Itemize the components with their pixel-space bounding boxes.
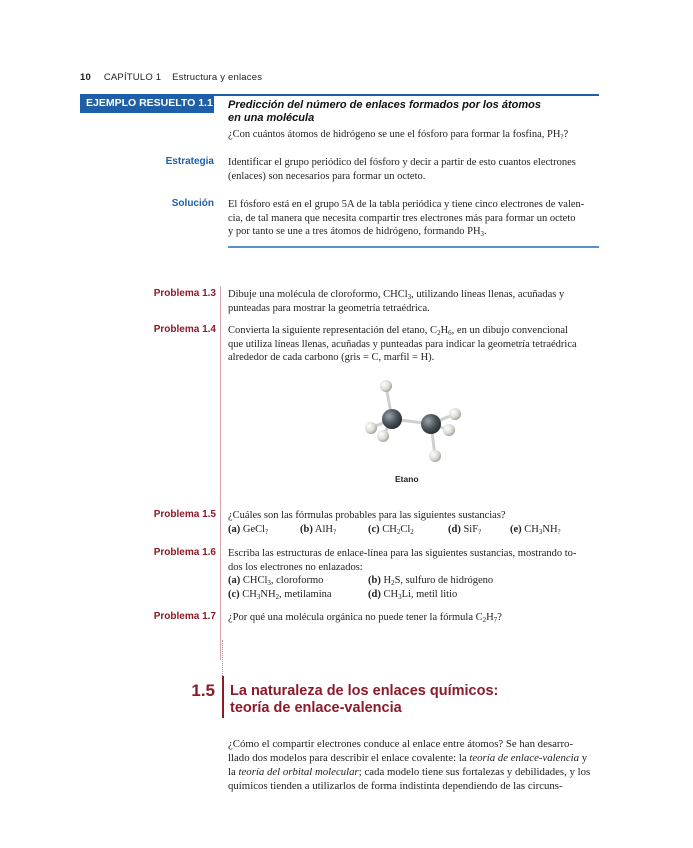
p15-item-e xyxy=(510,523,561,537)
item-sub: 3 xyxy=(256,592,261,601)
section-paragraph xyxy=(228,737,600,793)
item-sub: 2 xyxy=(396,527,401,536)
item-key: (e) xyxy=(510,523,522,535)
p13-line1a: Dibuje una molécula de cloroformo, CHCl xyxy=(228,289,408,300)
item-formula-b: Cl xyxy=(400,523,411,535)
item-formula: CH xyxy=(382,523,397,535)
item-sub: ? xyxy=(265,527,269,536)
item-sub: ? xyxy=(478,527,482,536)
p17-sub1: 2 xyxy=(482,616,487,624)
item-sub2: ? xyxy=(557,527,561,536)
p14-line1b: H xyxy=(440,325,449,336)
p14-line3: alrededor de cada carbono (gris = C, marfil = H). xyxy=(228,352,435,363)
item-text: S, sulfuro de hidrógeno xyxy=(394,575,494,586)
p16-item-a xyxy=(228,574,323,588)
para-line2b: y xyxy=(579,752,588,764)
p15-item-d xyxy=(448,523,481,537)
para-line3-italic: teoría del orbital molecular xyxy=(238,766,359,778)
chapter-title: Estructura y enlaces xyxy=(172,72,263,83)
question-end: ? xyxy=(563,129,569,140)
problems-vertical-rule xyxy=(220,286,221,660)
para-line2a: llado dos modelos para describir el enlace covalente: la xyxy=(228,752,470,764)
problem-1-6-label: Problema 1.6 xyxy=(153,547,216,558)
item-sub: 2 xyxy=(275,592,280,601)
item-sub: 3 xyxy=(398,592,402,601)
p16-item-d xyxy=(368,588,457,602)
strategy-label: Estrategia xyxy=(165,156,214,167)
p17-sub2: 7 xyxy=(493,616,498,624)
hydrogen-atom xyxy=(380,380,392,392)
solution-text xyxy=(228,198,600,239)
solution-line1: El fósforo está en el grupo 5A de la tabla periódica y tiene cinco electrones de valen- xyxy=(228,199,585,210)
running-header xyxy=(80,72,262,83)
section-title-line1: La naturaleza de los enlaces químicos: xyxy=(230,683,499,699)
hydrogen-atom xyxy=(365,422,377,434)
solution-line3-text: y por tanto se une a tres átomos de hidrógeno, formando PH xyxy=(228,226,481,237)
section-title-rule xyxy=(222,676,224,718)
p17-text: ¿Por qué una molécula orgánica no puede tener la fórmula C xyxy=(228,612,483,623)
item-key: (d) xyxy=(368,588,381,600)
problem-1-3-label: Problema 1.3 xyxy=(153,288,216,299)
p16-line1: Escriba las estructuras de enlace-línea para las siguientes sustancias, mostrando to- xyxy=(228,548,577,559)
problem-1-7-label: Problema 1.7 xyxy=(153,611,216,622)
hydrogen-atom xyxy=(449,408,461,420)
item-sub: 3 xyxy=(538,527,543,536)
item-text: , cloroformo xyxy=(270,575,324,586)
para-line4: químicos tienden a utilizarlos de forma indistinta dependiendo de las circuns- xyxy=(228,780,563,792)
problem-1-6-text xyxy=(228,547,600,601)
item-key: (c) xyxy=(368,523,380,535)
item-sub: 3 xyxy=(267,579,271,587)
p15-items xyxy=(228,523,600,537)
p16-row1 xyxy=(228,574,600,588)
section-dotted-rule xyxy=(222,640,224,676)
item-key: (d) xyxy=(448,523,461,535)
problem-1-7-text xyxy=(228,611,600,625)
hydrogen-atom xyxy=(443,424,455,436)
hydrogen-atom xyxy=(377,430,389,442)
item-key: (b) xyxy=(368,575,381,586)
para-line2 xyxy=(228,751,600,765)
problem-1-4-label: Problema 1.4 xyxy=(153,324,216,335)
solution-line2: cia, de tal manera que necesita compartir tres electrones más para formar un octeto xyxy=(228,212,576,224)
item-sub: 2 xyxy=(391,579,395,587)
page-number: 10 xyxy=(80,72,91,83)
item-sub2: 2 xyxy=(410,527,414,536)
problem-1-3-text xyxy=(228,288,600,315)
question-sub: ? xyxy=(560,133,564,141)
item-formula-b: NH xyxy=(542,523,558,535)
example-title-line2: en una molécula xyxy=(228,112,315,124)
p16-row2 xyxy=(228,588,600,602)
figure-caption: Etano xyxy=(395,474,419,484)
carbon-atom xyxy=(382,409,402,429)
p17-text-b: H xyxy=(486,612,494,623)
chapter-label: CAPÍTULO 1 xyxy=(103,72,162,83)
item-text: CHCl xyxy=(242,575,268,586)
p14-line1a: Convierta la siguiente representación del etano, C xyxy=(228,325,438,336)
para-line2-italic: teoría de enlace-valencia xyxy=(469,752,580,764)
solution-line3-end: . xyxy=(484,226,487,237)
section-number: 1.5 xyxy=(191,681,215,700)
para-line3b: ; cada modelo tiene sus fortalezas y debilidades, y los xyxy=(358,766,591,778)
example-bottom-rule xyxy=(228,246,599,248)
example-title xyxy=(228,99,558,125)
item-formula: GeCl xyxy=(242,523,266,535)
item-text: CH xyxy=(383,588,399,600)
item-formula: AlH xyxy=(314,523,333,535)
example-title-line1: Predicción del número de enlaces formados por los átomos xyxy=(228,99,541,111)
item-text: CH xyxy=(242,588,257,600)
example-badge: EJEMPLO RESUELTO 1.1 xyxy=(80,94,214,113)
item-formula: CH xyxy=(524,523,539,535)
item-sub: ? xyxy=(332,527,337,536)
para-line3 xyxy=(228,765,600,779)
p14-sub1: 2 xyxy=(437,329,441,337)
hydrogen-atom xyxy=(429,450,441,462)
p15-question: ¿Cuáles son las fórmulas probables para las siguientes sustancias? xyxy=(228,510,506,521)
item-text: Li, metil litio xyxy=(401,588,458,600)
section-title xyxy=(230,683,610,717)
p15-item-b xyxy=(300,523,336,537)
solution-line3 xyxy=(228,225,600,239)
para-line1: ¿Cómo el compartir electrones conduce al enlace entre átomos? Se han desarro- xyxy=(228,738,574,750)
example-top-rule xyxy=(214,94,599,96)
p13-line1-sub: 3 xyxy=(407,293,412,301)
example-question xyxy=(228,128,600,142)
p16-line2: dos los electrones no enlazados: xyxy=(228,561,363,573)
p14-line1 xyxy=(228,324,600,338)
item-key: (b) xyxy=(300,523,313,535)
p16-item-c xyxy=(228,588,332,602)
strategy-line2: (enlaces) son necesarios para formar un octeto. xyxy=(228,170,426,182)
item-key: (a) xyxy=(228,523,241,535)
strategy-line1: Identificar el grupo periódico del fósforo y decir a partir de esto cuantos electrones xyxy=(228,157,576,168)
p13-line1 xyxy=(228,288,600,302)
question-text: ¿Con cuántos átomos de hidrógeno se une el fósforo para formar la fosfina, PH xyxy=(228,129,561,140)
p14-line2: que utiliza líneas llenas, acuñadas y punteadas para indicar la geometría tetraédrica xyxy=(228,338,577,350)
para-line3a: la xyxy=(228,766,239,778)
item-key: (c) xyxy=(228,588,240,600)
p16-item-b xyxy=(368,574,493,588)
p13-line2: punteadas para mostrar la geometría tetraédrica. xyxy=(228,302,430,314)
section-title-line2: teoría de enlace-valencia xyxy=(230,700,402,716)
strategy-text xyxy=(228,156,600,183)
problem-1-4-text xyxy=(228,324,600,365)
p14-line1c: , en un dibujo convencional xyxy=(451,325,569,336)
item-text: , metilamina xyxy=(279,588,332,600)
p17-text-c: ? xyxy=(497,612,502,623)
item-key: (a) xyxy=(228,575,241,586)
problem-1-5-text xyxy=(228,509,600,537)
problem-1-5-label: Problema 1.5 xyxy=(153,509,216,520)
p13-line1b: , utilizando líneas llenas, acuñadas y xyxy=(411,289,565,300)
solution-label: Solución xyxy=(171,198,214,209)
p15-item-a xyxy=(228,523,268,537)
carbon-atom xyxy=(421,414,441,434)
ethane-molecule-figure xyxy=(345,372,485,472)
solution-line3-sub: 3 xyxy=(480,230,485,238)
p14-sub2: 6 xyxy=(448,329,452,337)
p15-item-c xyxy=(368,523,414,537)
item-text: NH xyxy=(260,588,276,600)
item-formula: SiF xyxy=(463,523,479,535)
item-text: H xyxy=(383,575,392,586)
